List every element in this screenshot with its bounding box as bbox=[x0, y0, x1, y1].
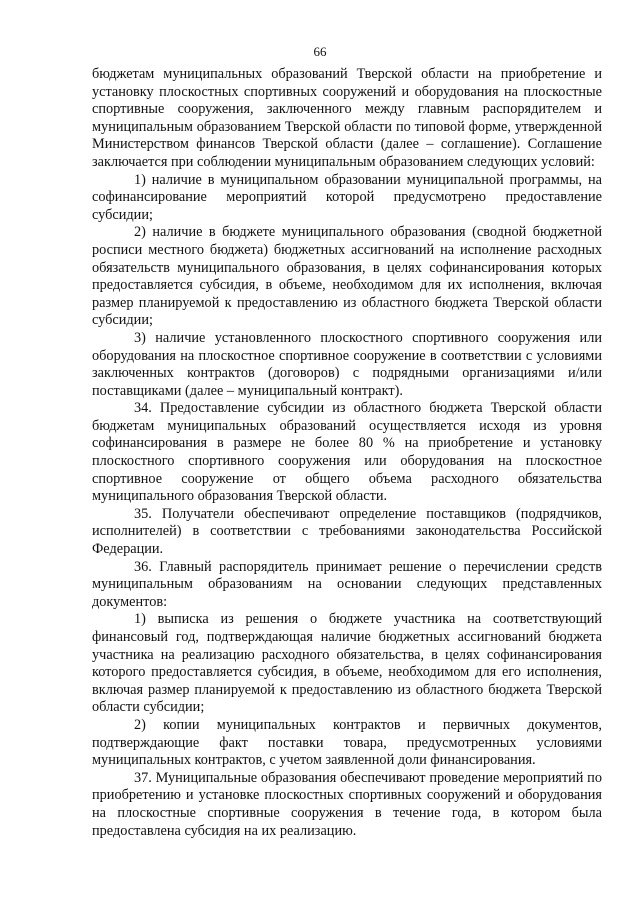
paragraph-condition-2: 2) наличие в бюджете муниципального образования (сводной бюджетной росписи местного бюджета) бюджетных ассигнований на исполнение расходных обязательств муниципального образования, в целях софинансирования которых предоставляется субсидия, в объеме, необходимом для их исполнения, включая размер планируемой к предоставлению из областного бюджета Тверской области субсидии; bbox=[92, 224, 602, 329]
paragraph-clause-34: 34. Предоставление субсидии из областного бюджета Тверской области бюджетам муниципальных образований осуществляется исходя из уровня софинансирования в размере не более 80 % на приобретение и установку плоскостного спортивного сооружения или оборудования на плоскостное спортивное сооружение от общего объема расходного обязательства муниципального образования Тверской области. bbox=[92, 400, 602, 505]
paragraph-document-2: 2) копии муниципальных контрактов и первичных документов, подтверждающие факт поставки товара, предусмотренных условиями муниципальных контрактов, с учетом заявленной доли финансирования. bbox=[92, 716, 602, 769]
paragraph-condition-1: 1) наличие в муниципальном образовании муниципальной программы, на софинансирование мероприятий которой предусмотрено предоставление субсидии; bbox=[92, 171, 602, 223]
paragraph-clause-35: 35. Получатели обеспечивают определение поставщиков (подрядчиков, исполнителей) в соответствии с требованиями законодательства Российской Федерации. bbox=[92, 505, 602, 558]
paragraph-condition-3: 3) наличие установленного плоскостного спортивного сооружения или оборудования на плоскостное спортивное сооружение в соответствии с условиями заключенных контрактов (договоров) с подрядными организациями и/или поставщиками (далее – муниципальный контракт). bbox=[92, 329, 602, 399]
page-number: 66 bbox=[313, 44, 327, 59]
paragraph-clause-37: 37. Муниципальные образования обеспечивают проведение мероприятий по приобретению и установке плоскостных спортивных сооружений и оборудования на плоскостные спортивные сооружения в течение года, в котором была предоставлена субсидия на их реализацию. bbox=[92, 769, 602, 839]
paragraph-intro: бюджетам муниципальных образований Тверской области на приобретение и установку плоскостных спортивных сооружений и оборудования на плоскостные спортивные сооружения, заключенного между главным распорядителем и муниципальным образованием Тверской области по типовой форме, утвержденной Министерством финансов Тверской области (далее – соглашение). Соглашение заключается при соблюдении муниципальным образованием следующих условий: bbox=[92, 66, 602, 170]
paragraph-document-1: 1) выписка из решения о бюджете участника на соответствующий финансовый год, подтверждающая наличие бюджетных ассигнований бюджета участника на реализацию расходного обязательства, в целях софинансирования которого предоставляется субсидия, в объеме, необходимом для его исполнения, включая размер планируемой к предоставлению из областного бюджета Тверской области субсидии; bbox=[92, 611, 602, 716]
document-body bbox=[92, 66, 602, 840]
paragraph-clause-36: 36. Главный распорядитель принимает решение о перечислении средств муниципальным образованиям на основании следующих представленных документов: bbox=[92, 558, 602, 610]
